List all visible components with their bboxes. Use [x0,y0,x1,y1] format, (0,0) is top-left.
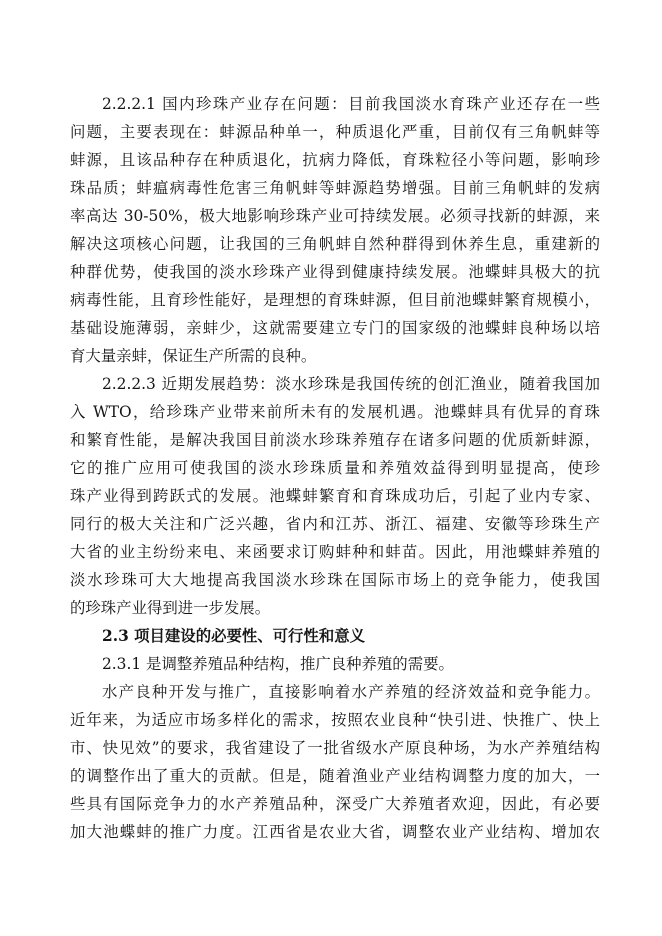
paragraph-line: 基础设施薄弱，亲蚌少，这就需要建立专门的国家级的池蝶蚌良种场以培 [70,319,600,337]
paragraph-line: 大省的业主纷纷来电、来函要求订购蚌种和蚌苗。因此，用池蝶蚌养殖的 [70,543,600,561]
paragraph-line: 病毒性能，且育珍性能好，是理想的育珠蚌源，但目前池蝶蚌繁育规模小， [70,291,600,309]
paragraph-line: 它的推广应用可使我国的淡水珍珠质量和养殖效益得到明显提高，使珍 [70,459,600,477]
paragraph-line: 育大量亲蚌，保证生产所需的良种。 [70,347,317,365]
paragraph-line: 珠品质；蚌瘟病毒性危害三角帆蚌等蚌源趋势增强。目前三角帆蚌的发病 [70,179,600,197]
subsection-heading: 2.3.1 是调整养殖品种结构，推广良种养殖的需要。 [102,655,454,673]
paragraph-line: 淡水珍珠可大大地提高我国淡水珍珠在国际市场上的竞争能力，使我国 [70,571,600,589]
paragraph-line: 水产良种开发与推广，直接影响着水产养殖的经济效益和竞争能力。 [102,683,600,701]
paragraph-line: 加大池蝶蚌的推广力度。江西省是农业大省，调整农业产业结构、增加农 [70,823,600,841]
paragraph-line: 市、快见效”的要求，我省建设了一批省级水产原良种场，为水产养殖结构 [70,739,600,757]
paragraph-line: 问题，主要表现在：蚌源品种单一，种质退化严重，目前仅有三角帆蚌等 [70,123,600,141]
paragraph-line: 解决这项核心问题，让我国的三角帆蚌自然种群得到休养生息，重建新的 [70,235,600,253]
paragraph-line: 些具有国际竞争力的水产养殖品种，深受广大养殖者欢迎，因此，有必要 [70,795,600,813]
section-heading: 2.3 项目建设的必要性、可行性和意义 [102,627,365,645]
paragraph-line: 种群优势，使我国的淡水珍珠产业得到健康持续发展。池蝶蚌具极大的抗 [70,263,600,281]
paragraph-line: 2.2.2.3 近期发展趋势：淡水珍珠是我国传统的创汇渔业，随着我国加 [102,375,600,393]
paragraph-line: 和繁育性能，是解决我国目前淡水珍珠养殖存在诸多问题的优质新蚌源， [70,431,600,449]
paragraph-line: 的珍珠产业得到进一步发展。 [70,599,271,617]
paragraph-line: 入 WTO，给珍珠产业带来前所未有的发展机遇。池蝶蚌具有优异的育珠 [70,403,600,421]
paragraph-line: 2.2.2.1 国内珍珠产业存在问题：目前我国淡水育珠产业还存在一些 [102,95,600,113]
paragraph-line: 蚌源，且该品种存在种质退化，抗病力降低，育珠粒径小等问题，影响珍 [70,151,600,169]
paragraph-line: 珠产业得到跨跃式的发展。池蝶蚌繁育和育珠成功后，引起了业内专家、 [70,487,600,505]
paragraph-line: 同行的极大关注和广泛兴趣，省内和江苏、浙江、福建、安徽等珍珠生产 [70,515,600,533]
paragraph-line: 近年来，为适应市场多样化的需求，按照农业良种“快引进、快推广、快上 [70,711,600,729]
paragraph-line: 的调整作出了重大的贡献。但是，随着渔业产业结构调整力度的加大，一 [70,767,600,785]
paragraph-line: 率高达 30-50%，极大地影响珍珠产业可持续发展。必须寻找新的蚌源，来 [70,207,600,225]
